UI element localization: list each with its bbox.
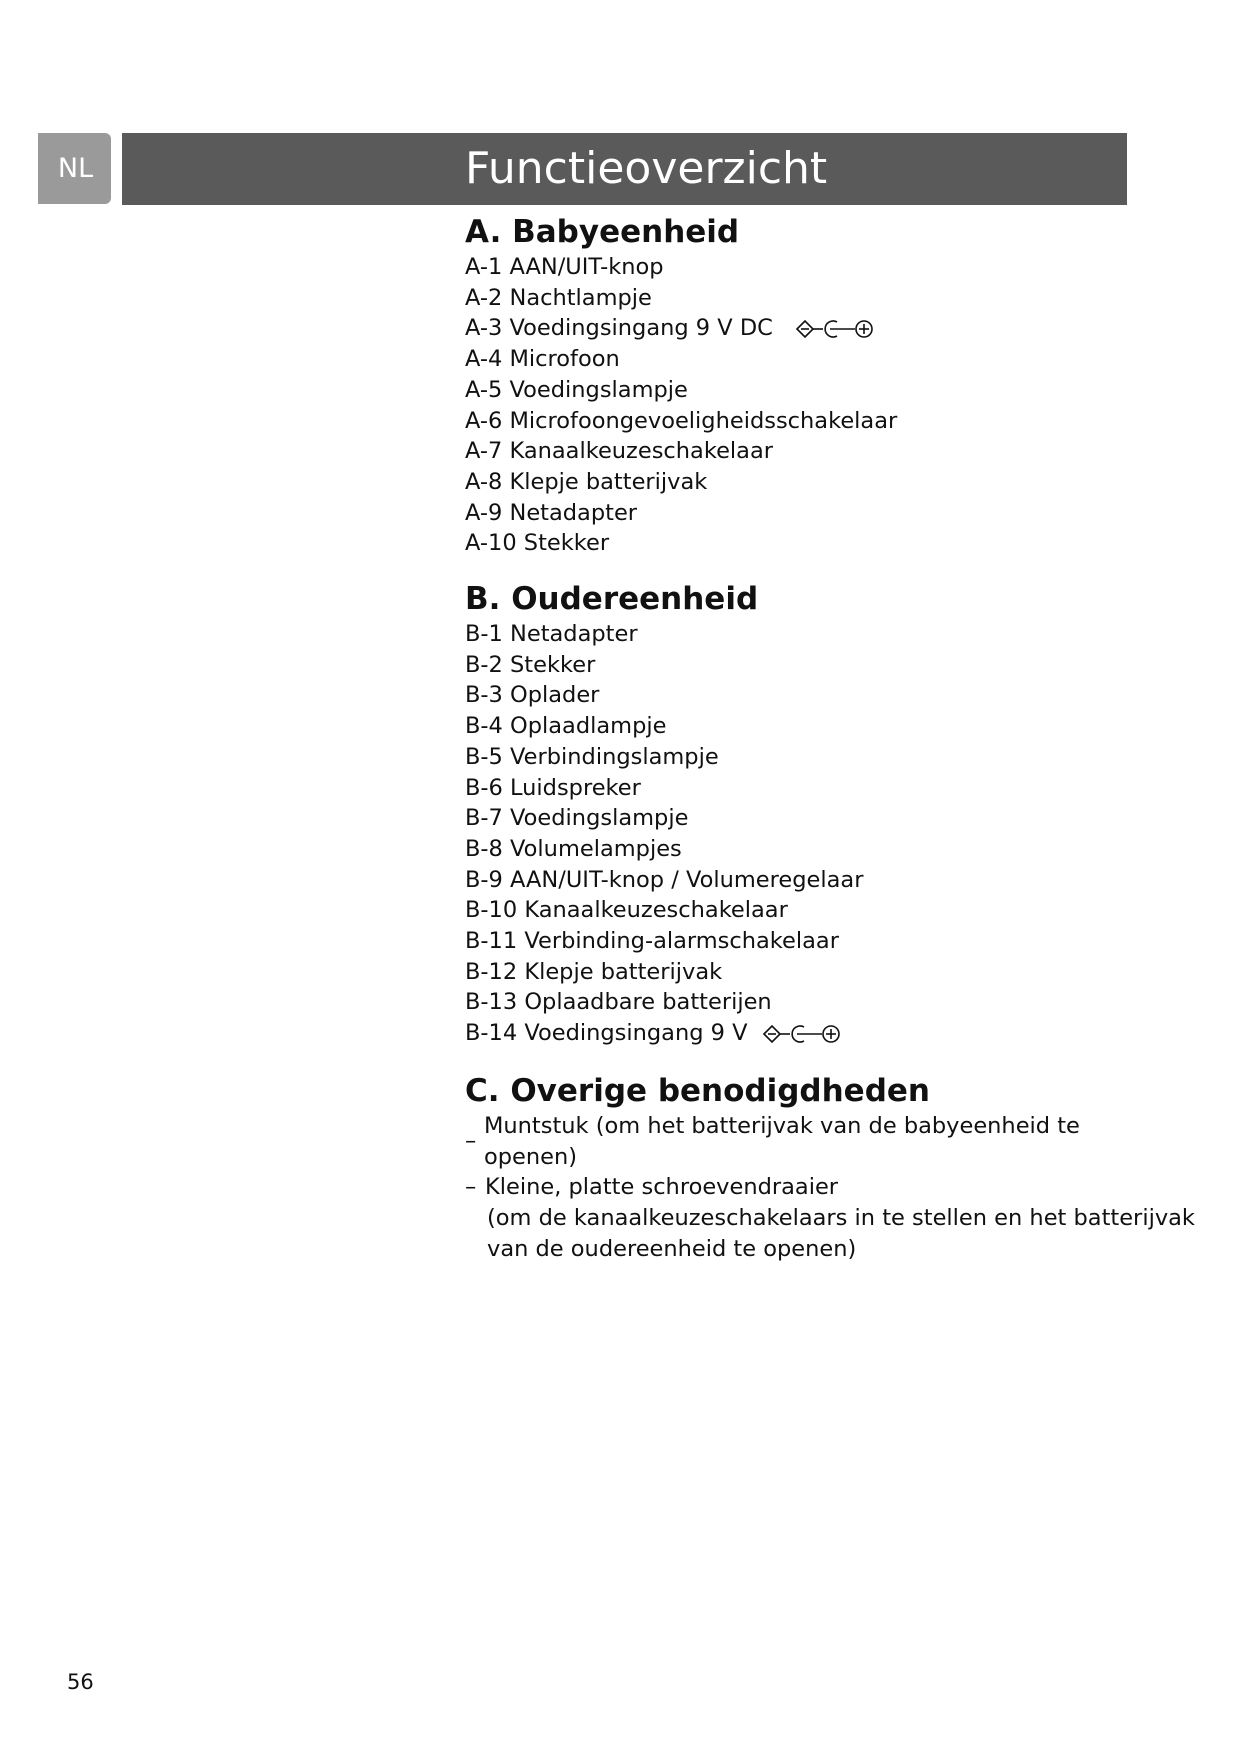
- list-item: A-7 Kanaalkeuzeschakelaar: [465, 438, 773, 465]
- section-babyeenheid: [465, 212, 1145, 559]
- list-item: B-11 Verbinding-alarmschakelaar: [465, 928, 839, 955]
- section-heading: B. Oudereenheid: [465, 581, 759, 618]
- list-item: A-2 Nachtlampje: [465, 284, 652, 311]
- list-item: A-1 AAN/UIT-knop: [465, 254, 664, 280]
- item-list: [465, 619, 1145, 1049]
- list-item: B-14 Voedingsingang 9 V: [465, 1018, 1145, 1049]
- page-number: 56: [67, 1670, 94, 1694]
- dash: –: [465, 1128, 477, 1155]
- list-item-continuation: van de oudereenheid te openen): [487, 1235, 857, 1262]
- list-item: B-13 Oplaadbare batterijen: [465, 989, 772, 1016]
- title-bar: [122, 133, 1127, 205]
- list-item: B-6 Luidspreker: [465, 774, 641, 801]
- list-item: A-9 Netadapter: [465, 499, 638, 526]
- content: [465, 212, 1195, 1264]
- list-item: B-7 Voedingslampje: [465, 805, 689, 832]
- list-item: A-6 Microfoongevoeligheidsschakelaar: [465, 407, 898, 434]
- section-heading: A. Babyeenheid: [465, 214, 740, 250]
- list-item: B-2 Stekker: [465, 651, 596, 678]
- dc-polarity-symbol-icon: [795, 318, 875, 340]
- list-item: B-4 Oplaadlampje: [465, 713, 667, 740]
- list-item: B-5 Verbindingslampje: [465, 743, 719, 770]
- list-item: A-3 Voedingsingang 9 V DC: [465, 313, 1145, 344]
- section-overige-benodigdheden: [465, 1071, 1195, 1265]
- list-item-continuation: (om de kanaalkeuzeschakelaars in te stellen en het batterijvak: [487, 1204, 1195, 1231]
- dash: –: [465, 1174, 477, 1201]
- list-item: B-9 AAN/UIT-knop / Volumeregelaar: [465, 866, 864, 893]
- list-item: – Kleine, platte schroevendraaier: [465, 1172, 1145, 1203]
- list-item: B-8 Volumelampjes: [465, 835, 682, 862]
- list-item: B-12 Klepje batterijvak: [465, 958, 723, 985]
- item-list: [465, 1111, 1195, 1265]
- list-item: A-4 Microfoon: [465, 346, 620, 373]
- dc-polarity-symbol-icon: [762, 1023, 842, 1045]
- page-title: Functieoverzicht: [465, 143, 828, 194]
- item-list: [465, 252, 1145, 559]
- list-item: B-10 Kanaalkeuzeschakelaar: [465, 897, 788, 924]
- list-item: B-3 Oplader: [465, 682, 600, 709]
- list-item: A-8 Klepje batterijvak: [465, 468, 708, 495]
- language-tab: NL: [38, 133, 111, 204]
- list-item: B-1 Netadapter: [465, 621, 638, 648]
- section-oudereenheid: [465, 579, 1145, 1049]
- section-heading: C. Overige benodigdheden: [465, 1072, 930, 1109]
- list-item: A-10 Stekker: [465, 530, 610, 557]
- list-item: – Muntstuk (om het batterijvak van de babyeenheid te openen): [465, 1112, 1080, 1170]
- list-item: A-5 Voedingslampje: [465, 376, 688, 403]
